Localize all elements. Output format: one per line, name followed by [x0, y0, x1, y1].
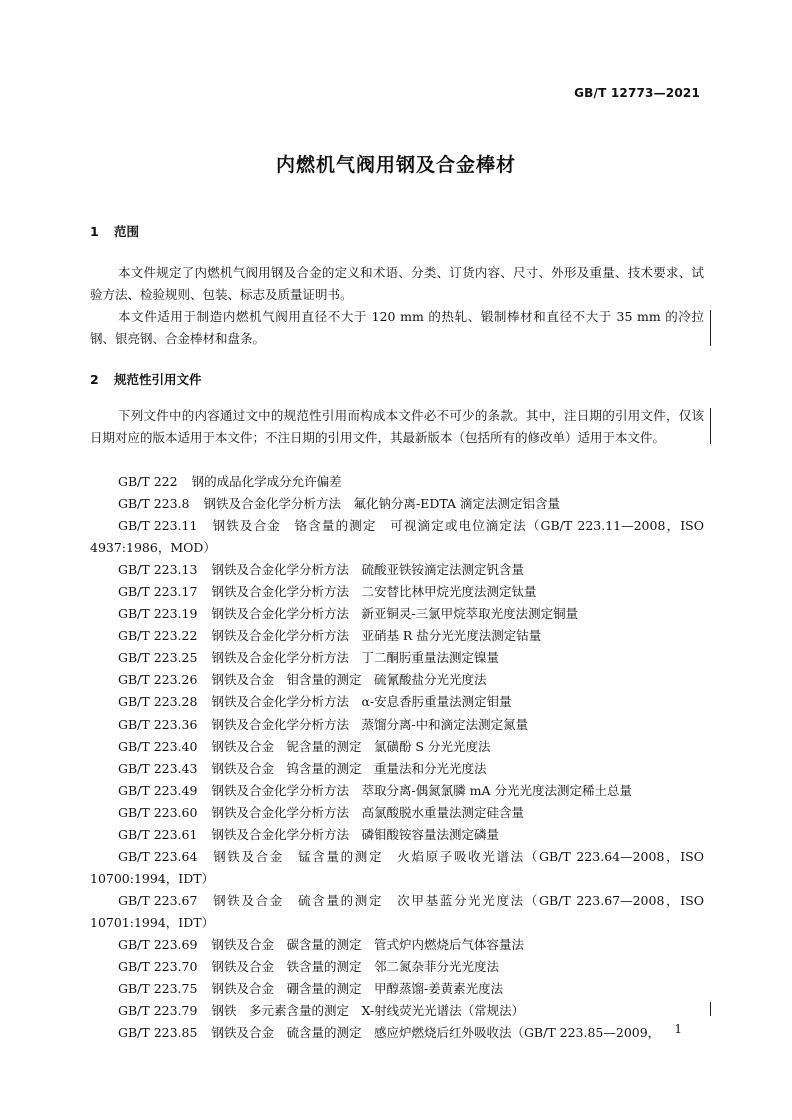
revision-bar	[710, 310, 711, 346]
reference-item: GB/T 223.64 钢铁及合金 锰含量的测定 火焰原子吸收光谱法（GB/T 223.64—2008，ISO 10700:1994，IDT）	[90, 848, 704, 886]
reference-item: GB/T 222 钢的成品化学成分允许偏差	[118, 474, 342, 489]
revision-bar	[710, 1002, 711, 1016]
reference-item: GB/T 223.70 钢铁及合金 铁含量的测定 邻二氮杂菲分光光度法	[118, 959, 499, 975]
reference-item: GB/T 223.60 钢铁及合金化学分析方法 高氯酸脱水重量法测定硅含量	[118, 804, 524, 820]
section-2-heading	[90, 370, 202, 388]
revision-bar	[710, 408, 711, 444]
reference-item: GB/T 223.19 钢铁及合金化学分析方法 新亚铜灵-三氯甲烷萃取光度法测定铜量	[118, 606, 579, 622]
standard-number: GB/T 12773—2021	[574, 86, 700, 100]
reference-item: GB/T 223.75 钢铁及合金 硼含量的测定 甲醇蒸馏-姜黄素光度法	[118, 981, 504, 997]
section-1-title: 范围	[114, 224, 140, 239]
reference-item: GB/T 223.79 钢铁 多元素含量的测定 X-射线荧光光谱法（常规法）	[118, 1003, 525, 1019]
reference-item: GB/T 223.69 钢铁及合金 碳含量的测定 管式炉内燃烧后气体容量法	[118, 936, 524, 952]
reference-item: GB/T 223.43 钢铁及合金 钨含量的测定 重量法和分光光度法	[118, 760, 487, 776]
reference-item: GB/T 223.13 钢铁及合金化学分析方法 硫酸亚铁铵滴定法测定钒含量	[118, 562, 524, 578]
reference-item: GB/T 223.22 钢铁及合金化学分析方法 亚硝基 R 盐分光光度法测定钴量	[118, 628, 542, 644]
reference-item: GB/T 223.40 钢铁及合金 铌含量的测定 氯磺酚 S 分光光度法	[118, 738, 491, 754]
reference-list	[90, 471, 704, 1044]
section-2-number: 2	[90, 372, 99, 387]
reference-item: GB/T 223.17 钢铁及合金化学分析方法 二安替比林甲烷光度法测定钛量	[118, 584, 537, 600]
reference-item: GB/T 223.25 钢铁及合金化学分析方法 丁二酮肟重量法测定镍量	[118, 650, 499, 666]
reference-item: GB/T 223.8 钢铁及合金化学分析方法 氟化钠分离-EDTA 滴定法测定铝含量	[118, 496, 561, 512]
reference-item: GB/T 223.49 钢铁及合金化学分析方法 萃取分离-偶氮氯膦 mA 分光光度法测定稀土总量	[118, 782, 632, 798]
reference-item: GB/T 223.85 钢铁及合金 硫含量的测定 感应炉燃烧后红外吸收法（GB/T 223.85—2009，	[118, 1025, 661, 1041]
document-title: 内燃机气阀用钢及合金棒材	[275, 154, 516, 176]
reference-item: GB/T 223.61 钢铁及合金化学分析方法 磷钼酸铵容量法测定磷量	[118, 826, 499, 842]
normative-intro: 下列文件中的内容通过文中的规范性引用而构成本文件必不可少的条款。其中，注日期的引用文件，仅该日期对应的版本适用于本文件；不注日期的引用文件，其最新版本（包括所有的修改单）适用于本文件。	[90, 408, 704, 445]
section-1-number: 1	[90, 224, 99, 239]
reference-item: GB/T 223.67 钢铁及合金 硫含量的测定 次甲基蓝分光光度法（GB/T 223.67—2008，ISO 10701:1994，IDT）	[90, 892, 704, 930]
section-2-title: 规范性引用文件	[114, 372, 202, 387]
reference-item: GB/T 223.11 钢铁及合金 铬含量的测定 可视滴定或电位滴定法（GB/T 223.11—2008，ISO 4937:1986，MOD）	[90, 518, 704, 556]
section-1-heading	[90, 222, 139, 240]
scope-paragraph-2: 本文件适用于制造内燃机气阀用直径不大于 120 mm 的热轧、锻制棒材和直径不大于 35 mm 的冷拉钢、银亮钢、合金棒材和盘条。	[90, 309, 704, 346]
reference-item: GB/T 223.28 钢铁及合金化学分析方法 α-安息香肟重量法测定钼量	[118, 694, 512, 710]
scope-paragraph-1: 本文件规定了内燃机气阀用钢及合金的定义和术语、分类、订货内容、尺寸、外形及重量、技术要求、试验方法、检验规则、包装、标志及质量证明书。	[90, 265, 704, 302]
reference-item: GB/T 223.36 钢铁及合金化学分析方法 蒸馏分离-中和滴定法测定氮量	[118, 716, 529, 732]
page-number: 1	[674, 1022, 682, 1036]
reference-item: GB/T 223.26 钢铁及合金 钼含量的测定 硫氰酸盐分光光度法	[118, 672, 487, 688]
